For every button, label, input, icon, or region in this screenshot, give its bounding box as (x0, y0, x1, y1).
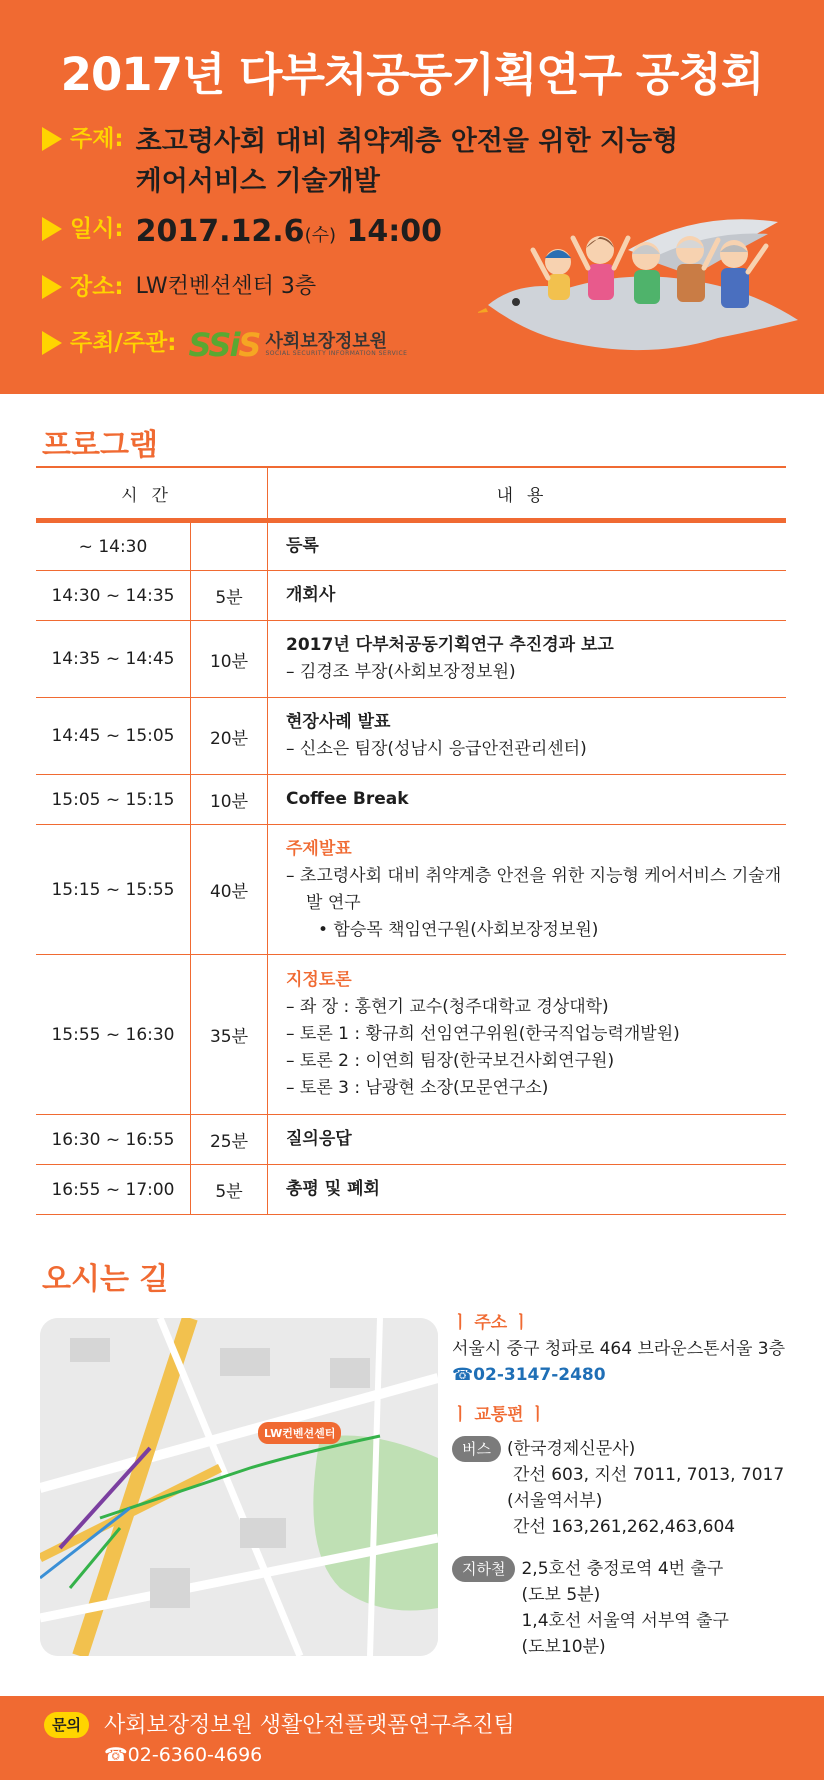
map-illustration (40, 1318, 438, 1656)
contact-team: 사회보장정보원 생활안전플랫폼연구추진팀 (104, 1713, 515, 1738)
location-map[interactable] (40, 1318, 438, 1656)
ssis-logo-name: 사회보장정보원 (265, 331, 388, 352)
place-value: LW컨벤션센터 3층 (135, 274, 317, 299)
place-row (42, 270, 316, 304)
host-row (42, 326, 407, 364)
place-label: 장소: (70, 274, 124, 300)
date-time: 14:00 (346, 214, 442, 249)
traffic-heading: ㅣ 교통편 ㅣ (452, 1405, 546, 1425)
directions-title: 오시는 길 (42, 1262, 169, 1297)
address-phone[interactable]: ☎02-3147-2480 (452, 1365, 606, 1385)
host-label: 주최/주관: (70, 330, 177, 356)
bus-info: 버스 (한국경제신문사) 간선 603, 지선 7011, 7013, 7017 (서울역서부) 간선 163,261,262,463,604 (452, 1436, 812, 1540)
table-row: 15:15 ~ 15:55 40분 주제발표 – 초고령사회 대비 취약계층 안전을 위한 지능형 케어서비스 기술개발 연구 • 함승목 책임연구원(사회보장정보원) (36, 825, 786, 955)
col-time-header: 시간 (36, 467, 268, 521)
ssis-logo-mark: SSiS (188, 326, 260, 364)
triangle-bullet-icon (42, 217, 62, 241)
table-row: 15:55 ~ 16:30 35분 지정토론 – 좌 장 : 홍현기 교수(청주대학교 경상대학) – 토론 1 : 황규희 선임연구위원(한국직업능력개발원) – 토론 2 : 이연희 팀장(한국보건사회연구원) – 토론 3 : 남광현 소장(모문연구소) (36, 955, 786, 1115)
contact-footer (0, 1696, 824, 1780)
event-header (0, 0, 824, 394)
date-label: 일시: (70, 216, 124, 242)
address-heading: ㅣ 주소 ㅣ (452, 1313, 530, 1333)
topic-row (42, 122, 678, 202)
map-location-label: LW컨벤션센터 (258, 1422, 341, 1444)
date-day: (수) (304, 225, 336, 246)
bus-badge: 버스 (452, 1436, 501, 1462)
subway-badge: 지하철 (452, 1556, 515, 1582)
address-text: 서울시 중구 청파로 464 브라운스톤서울 3층 (452, 1339, 786, 1359)
topic-line-1: 초고령사회 대비 취약계층 안전을 위한 지능형 (135, 126, 679, 157)
table-row: 15:05 ~ 15:15 10분 Coffee Break (36, 775, 786, 825)
event-title: 2017년 다부처공동기획연구 공청회 (60, 48, 764, 101)
contact-phone[interactable]: ☎02-6360-4696 (104, 1744, 263, 1766)
table-row: ~ 14:30 등록 (36, 521, 786, 571)
triangle-bullet-icon (42, 127, 62, 151)
date-main: 2017.12.6 (135, 214, 305, 249)
ssis-logo-en: SOCIAL SECURITY INFORMATION SERVICE (265, 350, 408, 357)
table-row: 14:30 ~ 14:35 5분 개회사 (36, 571, 786, 621)
table-row: 16:55 ~ 17:00 5분 총평 및 폐회 (36, 1165, 786, 1215)
program-table (36, 466, 786, 1215)
program-title: 프로그램 (42, 428, 158, 463)
table-row: 14:35 ~ 14:45 10분 2017년 다부처공동기획연구 추진경과 보고 – 김경조 부장(사회보장정보원) (36, 621, 786, 698)
contact-badge: 문의 (44, 1712, 89, 1738)
table-header (36, 467, 786, 521)
topic-line-2: 케어서비스 기술개발 (135, 166, 380, 197)
table-row: 16:30 ~ 16:55 25분 질의응답 (36, 1115, 786, 1165)
triangle-bullet-icon (42, 275, 62, 299)
topic-label: 주제: (70, 126, 124, 152)
table-row: 14:45 ~ 15:05 20분 현장사례 발표 – 신소은 팀장(성남시 응급안전관리센터) (36, 698, 786, 775)
col-content-header: 내용 (268, 467, 787, 521)
date-row (42, 212, 442, 256)
triangle-bullet-icon (42, 331, 62, 355)
family-on-bird-illustration (478, 210, 818, 380)
subway-info: 지하철 2,5호선 충정로역 4번 출구 (도보 5분) 1,4호선 서울역 서부역 출구 (도보10분) (452, 1556, 812, 1660)
directions-info (452, 1310, 812, 1660)
ssis-logo (188, 326, 407, 364)
